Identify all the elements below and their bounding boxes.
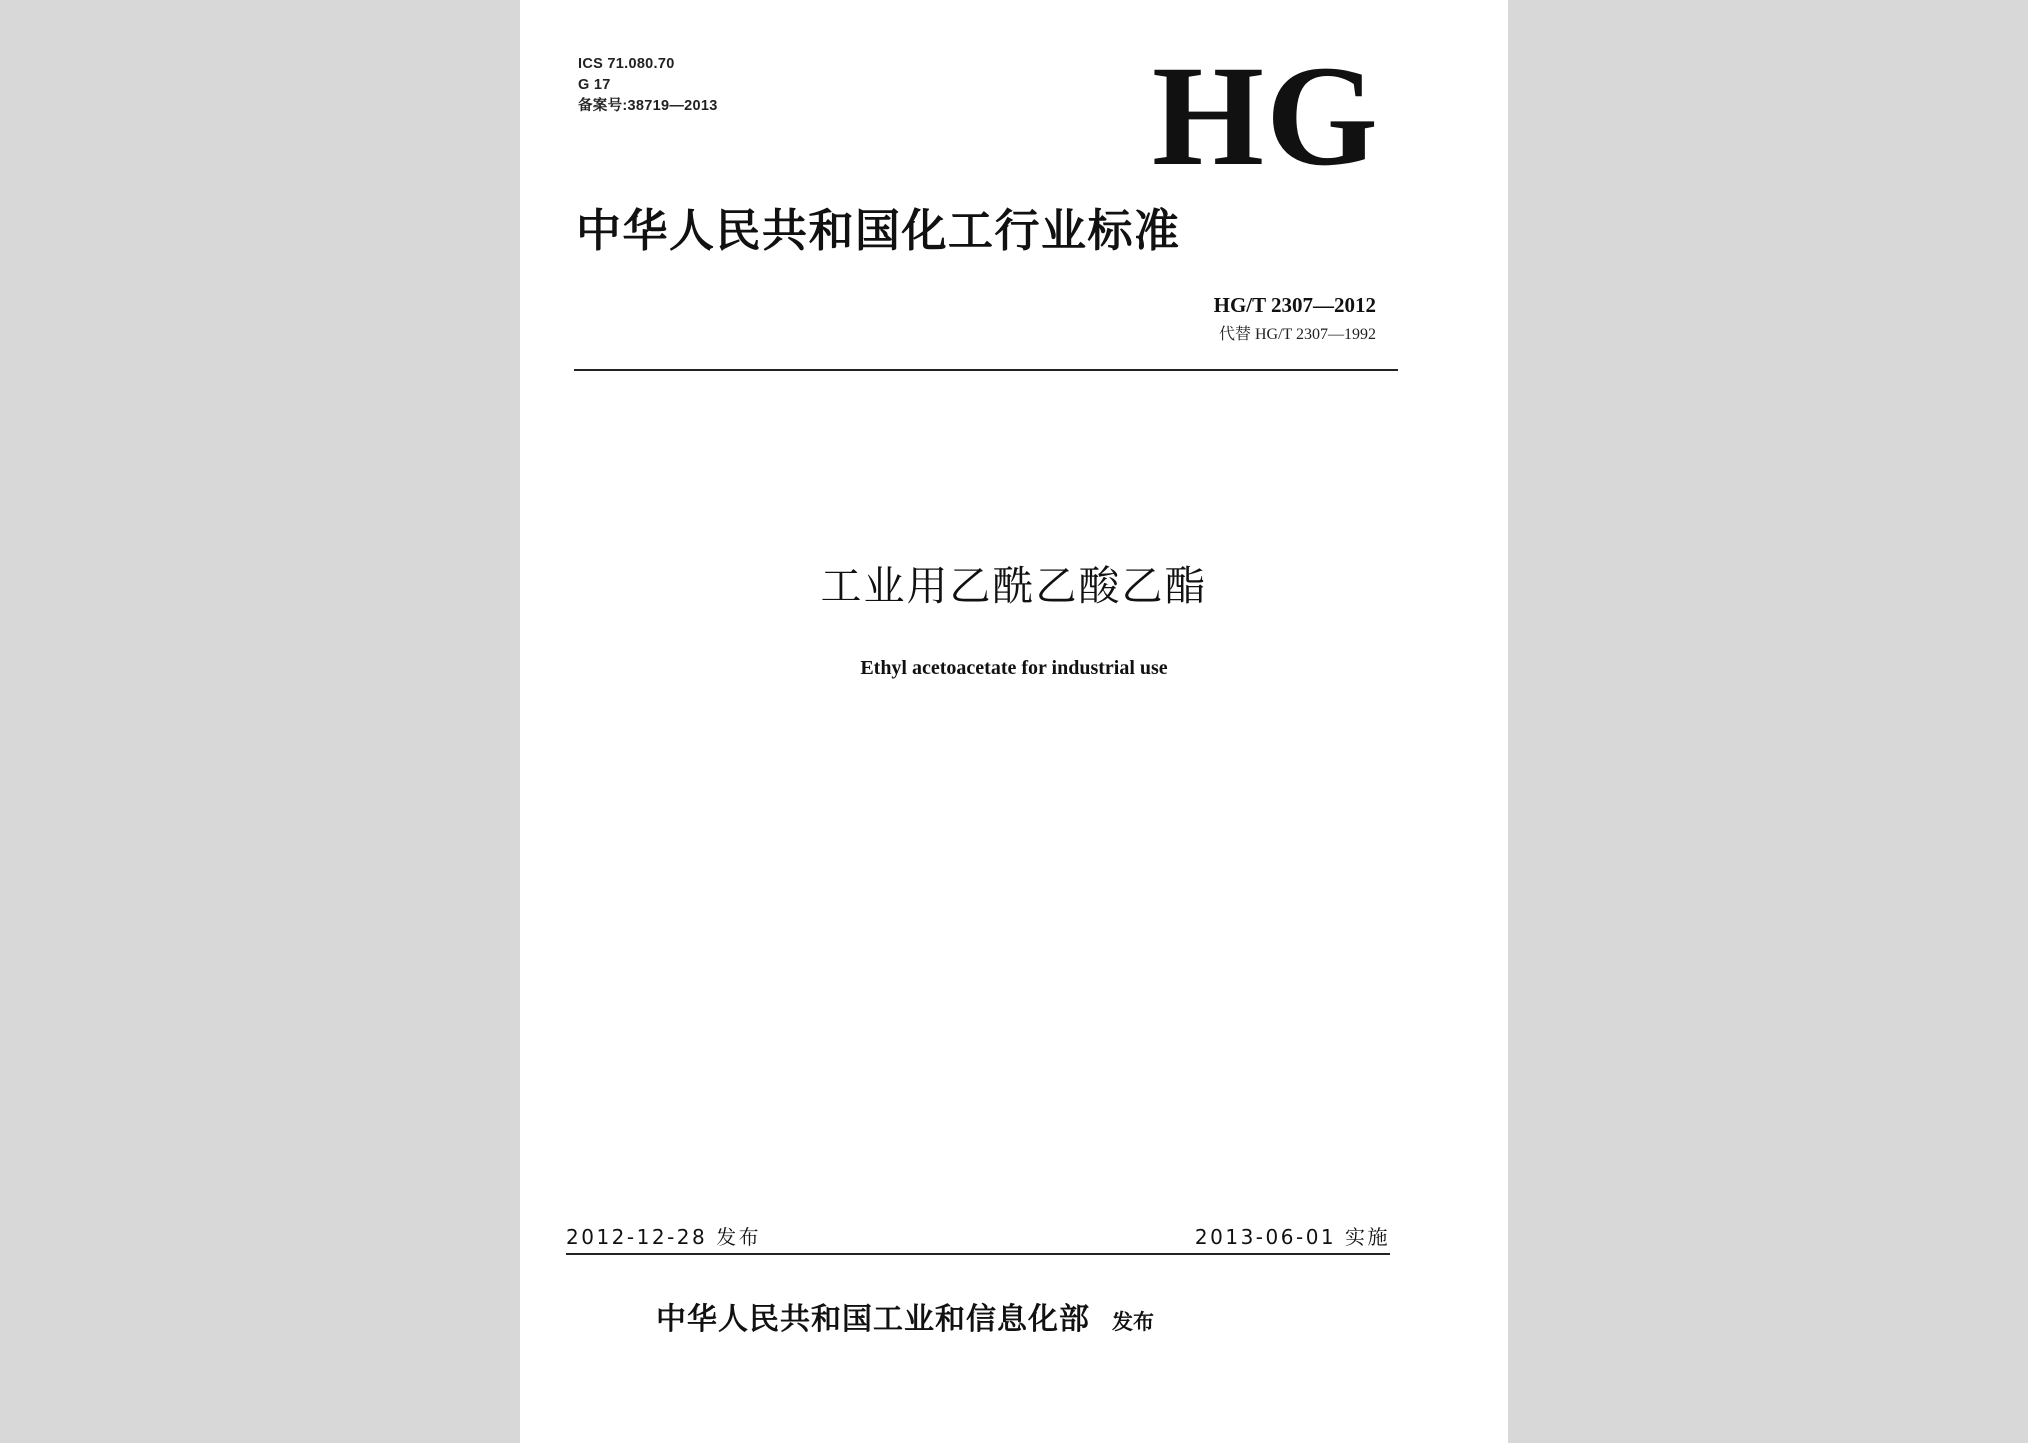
implementation-date: 2013-06-01 实施	[1194, 1225, 1390, 1249]
ccs-code: G 17	[578, 77, 611, 93]
standard-authority-heading: 中华人民共和国化工行业标准	[576, 204, 1181, 257]
standard-number: HG/T 2307—2012	[1213, 293, 1376, 317]
header-divider	[574, 369, 1398, 371]
hg-logo: HG	[1152, 37, 1381, 196]
issuing-body	[656, 1298, 1154, 1344]
document-title-chinese: 工业用乙酰乙酸乙酯	[820, 562, 1208, 610]
document-title-english: Ethyl acetoacetate for industrial use	[860, 657, 1168, 679]
document-cover-page	[520, 0, 1508, 1443]
classification-block	[578, 54, 718, 117]
issuer-action: 发布	[1112, 1310, 1154, 1334]
record-number: 备案号:38719—2013	[578, 98, 718, 114]
ics-code: ICS 71.080.70	[578, 56, 675, 72]
issue-date: 2012-12-28 发布	[566, 1225, 762, 1249]
issuer-name: 中华人民共和国工业和信息化部	[656, 1302, 1090, 1337]
replaced-standard: 代替 HG/T 2307—1992	[1218, 326, 1376, 343]
footer-divider	[566, 1253, 1390, 1255]
